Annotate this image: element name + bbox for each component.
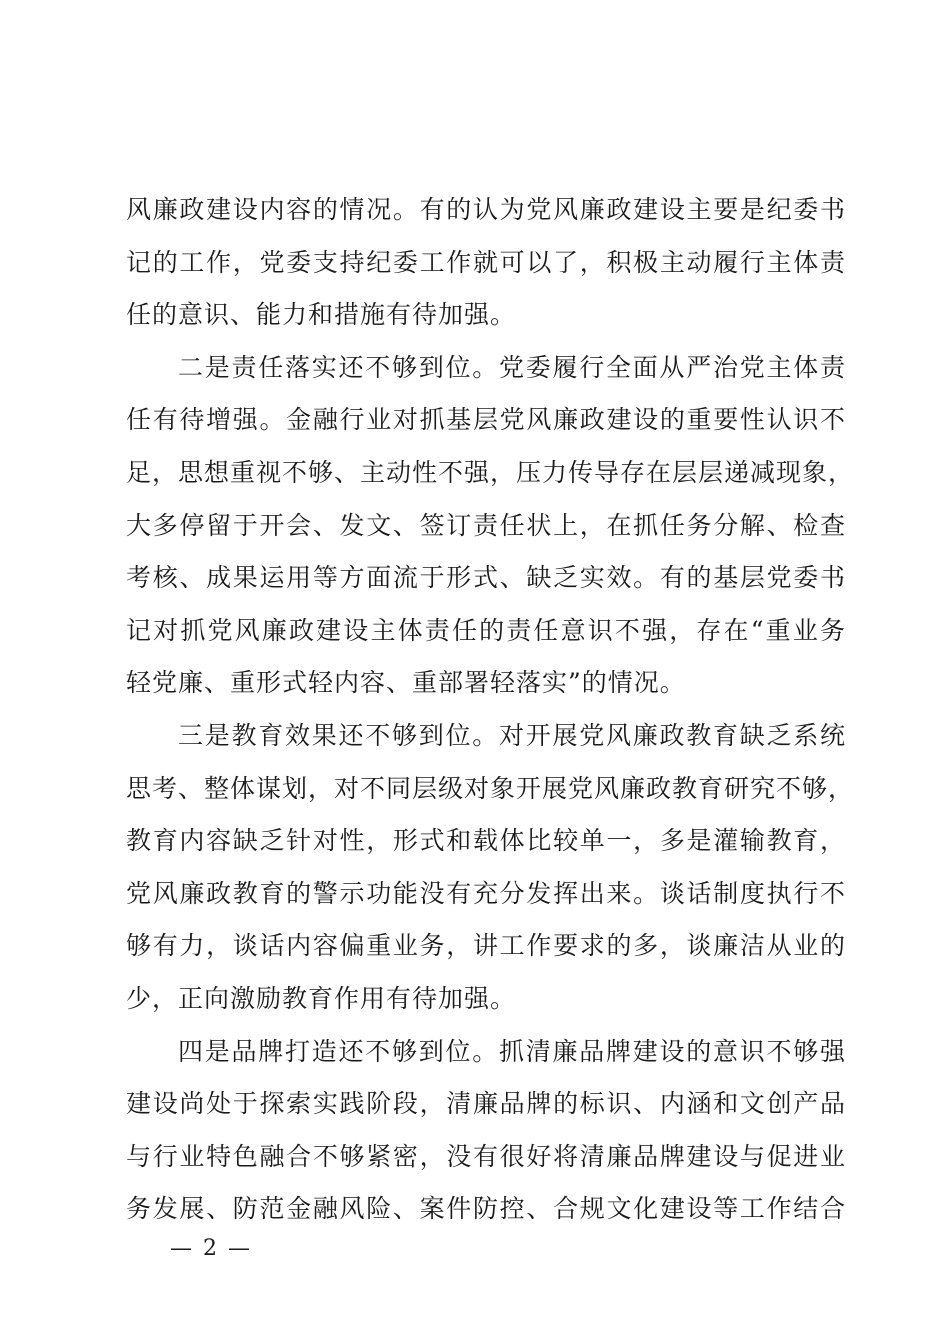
- text-line: 思考、整体谋划，对不同层级对象开展党风廉政教育研究不够，: [126, 773, 855, 803]
- text-line: 党风廉政教育的警示功能没有充分发挥出来。谈话制度执行不: [126, 878, 846, 908]
- paragraph-first-line: 三是教育效果还不够到位。对开展党风廉政教育缺乏系统: [178, 720, 846, 750]
- text-line: 考核、成果运用等方面流于形式、缺乏实效。有的基层党委书: [126, 563, 846, 593]
- text-line: 足，思想重视不够、主动性不强，压力传导存在层层递减现象，: [126, 457, 855, 487]
- text-line: 大多停留于开会、发文、签订责任状上，在抓任务分解、检查: [126, 510, 846, 540]
- text-line: 记的工作，党委支持纪委工作就可以了，积极主动履行主体责: [126, 247, 846, 277]
- text-line: 与行业特色融合不够紧密，没有很好将清廉品牌建设与促进业: [126, 1141, 846, 1171]
- text-line: 风廉政建设内容的情况。有的认为党风廉政建设主要是纪委书: [126, 195, 846, 224]
- text-line: 教育内容缺乏针对性，形式和载体比较单一，多是灌输教育，: [126, 826, 846, 856]
- text-line: 建设尚处于探索实践阶段，清廉品牌的标识、内涵和文创产品: [126, 1089, 846, 1119]
- page-number: — 2 —: [170, 1236, 252, 1261]
- paragraph-first-line: 二是责任落实还不够到位。党委履行全面从严治党主体责: [178, 352, 846, 382]
- paragraph-first-line: 四是品牌打造还不够到位。抓清廉品牌建设的意识不够强: [178, 1036, 846, 1066]
- text-line: 轻党廉、重形式轻内容、重部署轻落实”的情况。: [126, 668, 686, 698]
- text-line: 够有力，谈话内容偏重业务，讲工作要求的多，谈廉洁从业的: [126, 931, 846, 961]
- body-text: [126, 184, 855, 1236]
- text-line: 务发展、防范金融风险、案件防控、合规文化建设等工作结合: [126, 1194, 846, 1224]
- text-line: 任的意识、能力和措施有待加强。: [126, 300, 517, 330]
- text-line: 记对抓党风廉政建设主体责任的责任意识不强，存在“重业务: [126, 615, 846, 645]
- text-line: 少，正向激励教育作用有待加强。: [126, 983, 517, 1013]
- text-line: 任有待增强。金融行业对抓基层党风廉政建设的重要性认识不: [126, 405, 846, 435]
